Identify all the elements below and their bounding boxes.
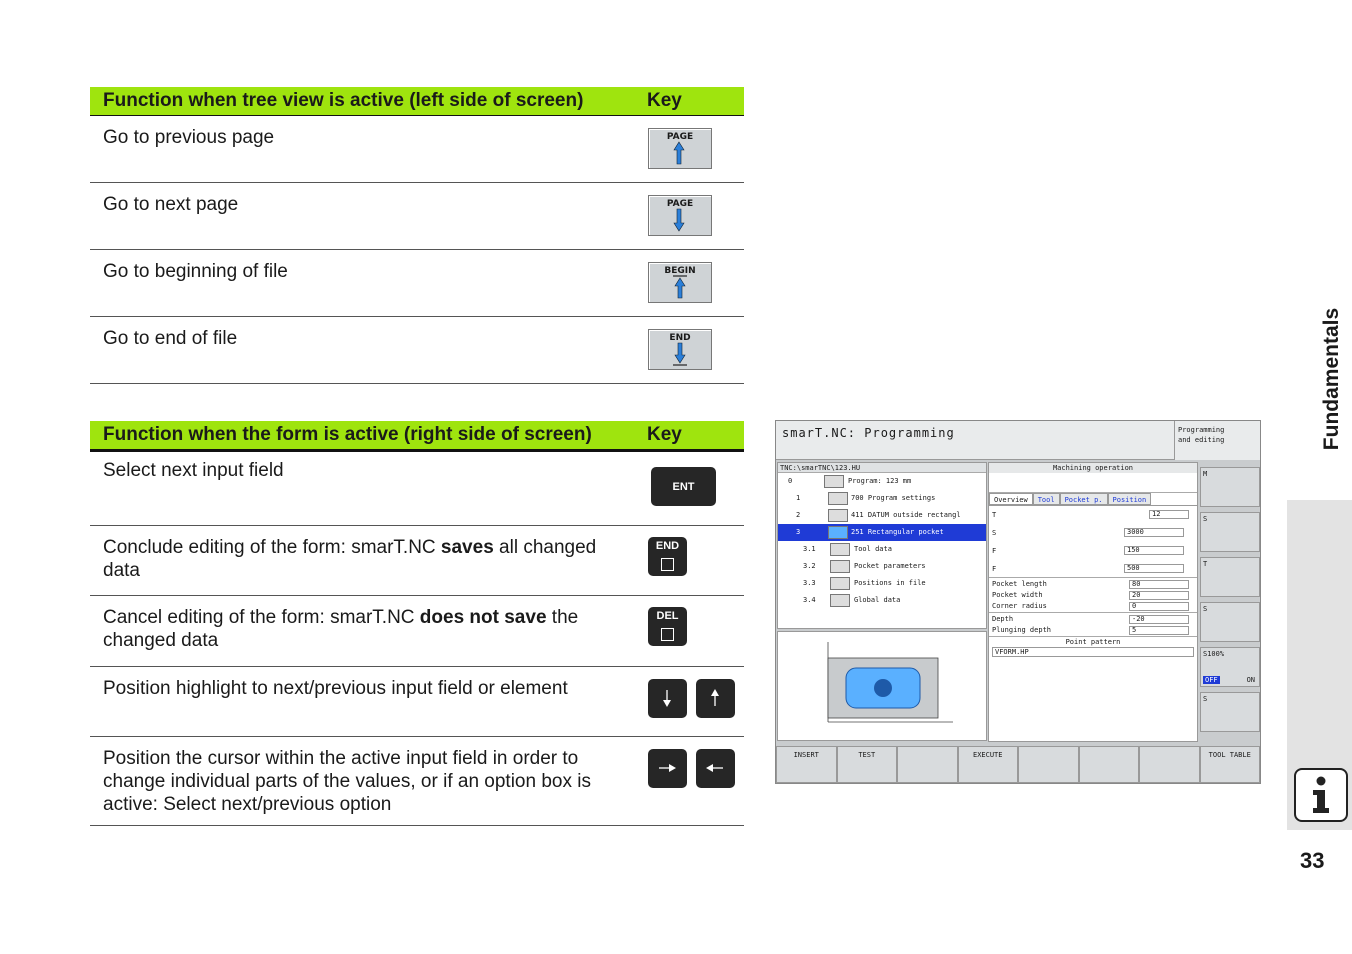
arrow-up-bar-icon [673,275,687,299]
arrow-right-icon [656,757,678,779]
softkey-row [776,746,1260,783]
field-row: F 150 [989,542,1197,560]
arrow-left-key [696,749,735,788]
tab-tool[interactable]: Tool [1033,493,1060,505]
softkey-empty[interactable] [897,746,958,783]
tree-view [777,462,987,629]
softkey-empty[interactable] [1079,746,1140,783]
table-row [90,596,744,667]
tree-item: 3.4 Global data [778,592,986,609]
page-number: 33 [1300,848,1325,873]
softkey-tool-table[interactable]: TOOL TABLE [1200,746,1261,783]
side-button[interactable]: S [1200,602,1260,642]
tab-overview[interactable]: Overview [989,493,1033,505]
tree-item: 1 700 Program settings [778,490,986,507]
chapter-tab [1287,287,1352,482]
tab-pocket[interactable]: Pocket p. [1060,493,1108,505]
arrow-down-bar-icon [673,342,687,366]
table-row [90,667,744,737]
header-function: Function when the form is active (right side of screen) [103,424,592,445]
header-key: Key [647,90,682,111]
field-value[interactable]: -20 [1129,615,1189,624]
table-row [90,250,744,317]
field-value[interactable]: 500 [1124,564,1184,573]
row-text: Go to beginning of file [103,261,288,282]
table-row [90,526,744,596]
row-text: Conclude editing of the form: smarT.NC saves all changed data [103,537,597,581]
field-value[interactable]: 3000 [1124,528,1184,537]
field-value[interactable]: 12 [1149,510,1189,519]
arrow-up-icon [673,141,685,165]
field-row: Depth -20 [989,615,1197,624]
begin-key: BEGIN [648,262,712,303]
arrow-up-key [696,679,735,718]
graphic-preview [777,631,987,741]
arrow-down-icon [656,687,678,709]
tree-item: 2 411 DATUM outside rectangl [778,507,986,524]
row-text: Cancel editing of the form: smarT.NC does not save the changed data [103,607,579,651]
field-row: Corner radius 0 [989,602,1197,613]
softkey-insert[interactable]: INSERT [776,746,837,783]
row-text: Select next input field [103,460,284,481]
table-row [90,737,744,826]
pocket-graphic [778,632,986,740]
field-row: Pocket width 20 [989,591,1197,600]
side-button[interactable]: S [1200,512,1260,552]
row-text: Go to previous page [103,127,275,148]
table-row [90,116,744,183]
screen-title: smarT.NC: Programming [776,421,1174,460]
field-row: F 500 [989,560,1197,578]
arrow-up-icon [704,687,726,709]
field-value[interactable]: 5 [1129,626,1189,635]
side-button[interactable]: T [1200,557,1260,597]
chapter-title: Fundamentals [1320,307,1343,451]
tree-item: 0 Program: 123 mm [778,473,986,490]
softkey-empty[interactable] [1018,746,1079,783]
field-row: Pocket length 80 [989,580,1197,589]
point-pattern-label: Point pattern [1065,638,1121,646]
smartnc-screenshot [775,420,1261,784]
header-key: Key [647,424,682,445]
field-value[interactable]: 80 [1129,580,1189,589]
end-key: END [648,329,712,370]
end-black-key: END [648,537,687,576]
arrow-down-key [648,679,687,718]
form-view [988,462,1198,742]
side-softkeys [1200,467,1260,742]
tree-item: 3.1 Tool data [778,541,986,558]
tree-item: 3.2 Pocket parameters [778,558,986,575]
row-text: Go to next page [103,194,239,215]
field-value[interactable]: 20 [1129,591,1189,600]
arrow-right-key [648,749,687,788]
softkey-empty[interactable] [1139,746,1200,783]
side-button-override[interactable]: S100% OFF ON [1200,647,1260,687]
table-header [90,421,744,452]
mode-display: Programming and editing [1174,421,1260,460]
row-text: Go to end of file [103,328,238,349]
ent-key: ENT [651,467,716,506]
field-row: S 3000 [989,524,1197,542]
form-active-table [90,421,744,826]
tree-item-selected: 3 251 Rectangular pocket [778,524,986,541]
info-icon [1294,768,1348,822]
del-key: DEL [648,607,687,646]
page-up-key: PAGE [648,128,712,169]
field-row: Plunging depth 5 [989,626,1197,637]
side-button[interactable]: S [1200,692,1260,732]
file-path: TNC:\smarTNC\123.HU [778,463,986,473]
arrow-down-icon [673,208,685,232]
field-row: T 12 [989,506,1197,524]
row-text: Position highlight to next/previous input field or element [103,678,568,699]
tab-position[interactable]: Position [1108,493,1152,505]
table-row [90,317,744,384]
header-function: Function when tree view is active (left side of screen) [103,90,584,111]
softkey-test[interactable]: TEST [837,746,898,783]
form-tabs [989,493,1197,506]
side-button[interactable]: M [1200,467,1260,507]
table-header [90,87,744,116]
machining-operation-label: Machining operation [989,463,1197,473]
arrow-left-icon [704,757,726,779]
tree-view-table [90,87,744,384]
field-value[interactable]: 150 [1124,546,1184,555]
table-row [90,452,744,526]
pattern-file-field[interactable]: VFORM.HP [992,647,1194,657]
tree-item: 3.3 Positions in file [778,575,986,592]
field-value[interactable]: 0 [1129,602,1189,611]
table-row [90,183,744,250]
page-down-key: PAGE [648,195,712,236]
row-text: Position the cursor within the active input field in order to change individual parts of the values, or if an option box is active: Select next/previous option [103,748,591,815]
softkey-execute[interactable]: EXECUTE [958,746,1019,783]
